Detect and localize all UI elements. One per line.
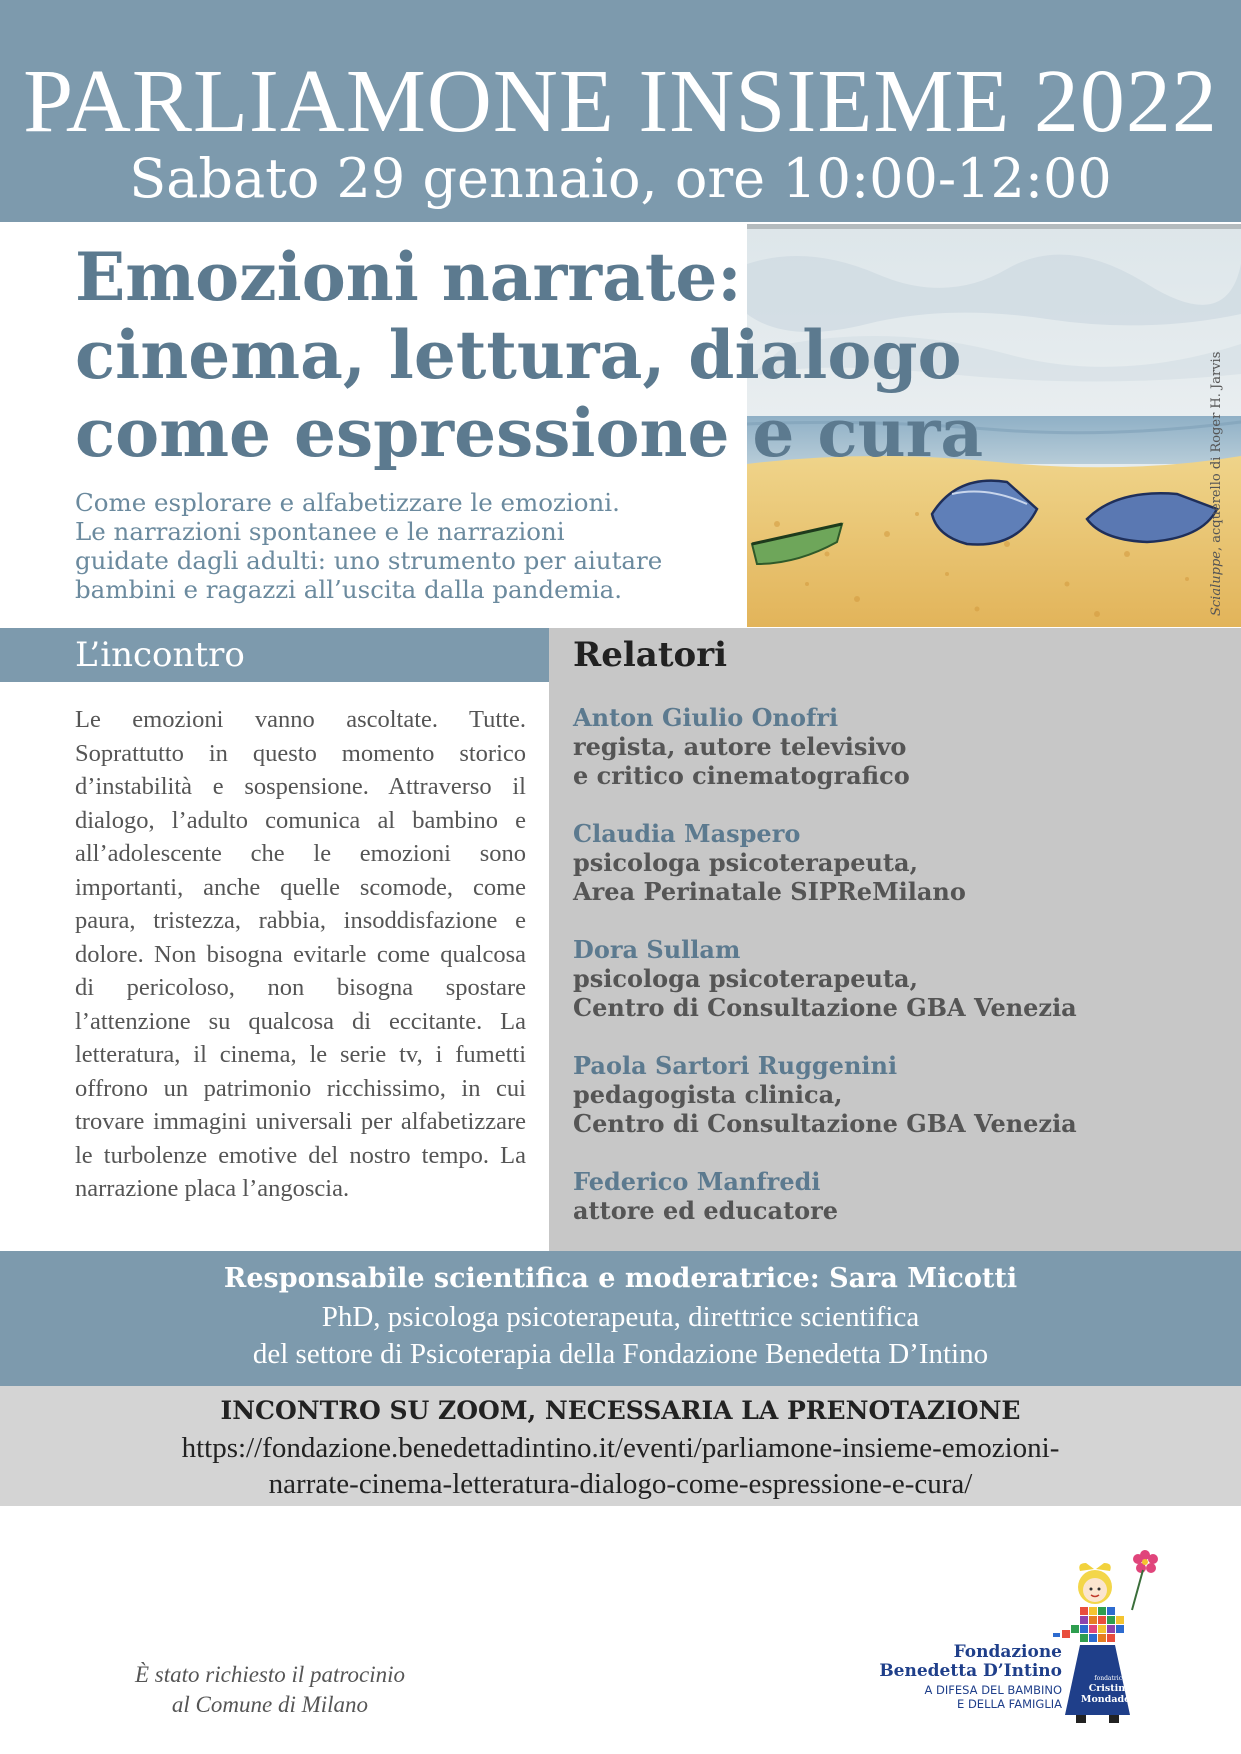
patronage-line-1: È stato richiesto il patrocinio <box>134 1662 406 1687</box>
main-title-line-1: Emozioni narrate: <box>75 238 742 316</box>
moderator-detail-1: PhD, psicologa psicoterapeuta, direttrice scientifica <box>321 1301 920 1333</box>
subtitle-line-4: bambini e ragazzi all’uscita dalla pandemia. <box>75 575 623 604</box>
subtitle <box>75 488 715 604</box>
foundation-logo-text <box>840 1643 1062 1711</box>
logo-figure-small: fondatrice <box>1094 1675 1126 1682</box>
moderator-heading: Responsabile scientifica e moderatrice: Sara Micotti <box>223 1263 1018 1294</box>
zoom-band <box>0 1386 1241 1506</box>
main-title-line-2: cinema, lettura, dialogo <box>75 316 962 394</box>
logo-tagline-1: A DIFESA DEL BAMBINO <box>924 1683 1062 1697</box>
speaker-role: psicologa psicoterapeuta, <box>573 964 918 993</box>
speaker-role: Centro di Consultazione GBA Venezia <box>573 993 1077 1022</box>
speaker-role: Area Perinatale SIPReMilano <box>573 877 966 906</box>
main-title-line-3: come espressione e cura <box>75 394 984 472</box>
credit-author: , acquerello di Roger H. Jarvis <box>1209 351 1224 552</box>
moderator-band <box>0 1251 1241 1386</box>
speaker-list <box>573 703 1233 1254</box>
subtitle-line-2: Le narrazioni spontanee e le narrazioni <box>75 517 565 546</box>
logo-figure-name-1: Cristina <box>1088 1683 1132 1694</box>
speaker-name: Federico Manfredi <box>573 1167 821 1196</box>
speaker-name: Dora Sullam <box>573 935 741 964</box>
foundation-logo-icon <box>1050 1545 1170 1725</box>
patronage-note <box>40 1660 500 1720</box>
speaker-role: pedagogista clinica, <box>573 1080 843 1109</box>
header-band <box>0 0 1241 222</box>
subtitle-line-1: Come esplorare e alfabetizzare le emozioni. <box>75 488 620 517</box>
speaker-item <box>573 935 1233 1022</box>
logo-figure-name-2: Mondadori <box>1080 1694 1140 1705</box>
patronage-line-2: al Comune di Milano <box>171 1692 369 1717</box>
speaker-role: e critico cinematografico <box>573 761 910 790</box>
speaker-item <box>573 1051 1233 1138</box>
credit-title: Scialuppe <box>1209 551 1224 616</box>
registration-link-line-2[interactable]: narrate-cinema-letteratura-dialogo-come-espressione-e-cura/ <box>268 1468 973 1500</box>
speaker-role: psicologa psicoterapeuta, <box>573 848 918 877</box>
incontro-body: Le emozioni vanno ascoltate. Tutte. Soprattutto in questo momento storico d’instabilità e sospensione. Attraverso il dialogo, l’adulto comunica al bambino e all’adolescente che le emozioni sono importanti, anche quelle scomode, come paura, tristezza, rabbia, insoddisfazione e dolore. Non bisogna evitarle come qualcosa di pericoloso, non bisogna spostare l’attenzione su qualcosa di eccitante. La letteratura, il cinema, le serie tv, i fumetti offrono un patrimonio ricchissimo, in cui trovare immagini universali per alfabetizzare le turbolenze emotive del nostro tempo. La narrazione placa l’angoscia. <box>75 706 526 1202</box>
zoom-notice: INCONTRO SU ZOOM, NECESSARIA LA PRENOTAZIONE <box>220 1396 1021 1425</box>
logo-figure-label <box>1080 1675 1140 1705</box>
registration-link-line-1[interactable]: https://fondazione.benedettadintino.it/eventi/parliamone-insieme-emozioni- <box>181 1432 1060 1464</box>
speaker-role: regista, autore televisivo <box>573 732 907 761</box>
event-date: Sabato 29 gennaio, ore 10:00-12:00 <box>129 147 1112 210</box>
speaker-item <box>573 1167 1233 1225</box>
logo-name-line-1: Fondazione <box>953 1642 1062 1662</box>
logo-name-line-2: Benedetta D’Intino <box>879 1661 1062 1681</box>
speaker-item <box>573 703 1233 790</box>
painting-credit <box>1209 236 1235 616</box>
event-title: PARLIAMONE INSIEME 2022 <box>23 52 1218 151</box>
subtitle-line-3: guidate dagli adulti: uno strumento per aiutare <box>75 546 663 575</box>
speaker-name: Paola Sartori Ruggenini <box>573 1051 898 1080</box>
speaker-item <box>573 819 1233 906</box>
moderator-detail-2: del settore di Psicoterapia della Fondazione Benedetta D’Intino <box>252 1338 989 1370</box>
incontro-heading: L’incontro <box>0 628 549 682</box>
logo-tagline-2: E DELLA FAMIGLIA <box>957 1697 1062 1711</box>
relatori-heading: Relatori <box>573 635 728 675</box>
speaker-role: attore ed educatore <box>573 1196 839 1225</box>
speaker-name: Anton Giulio Onofri <box>573 703 839 732</box>
main-title <box>75 238 995 472</box>
speaker-name: Claudia Maspero <box>573 819 801 848</box>
speaker-role: Centro di Consultazione GBA Venezia <box>573 1109 1077 1138</box>
